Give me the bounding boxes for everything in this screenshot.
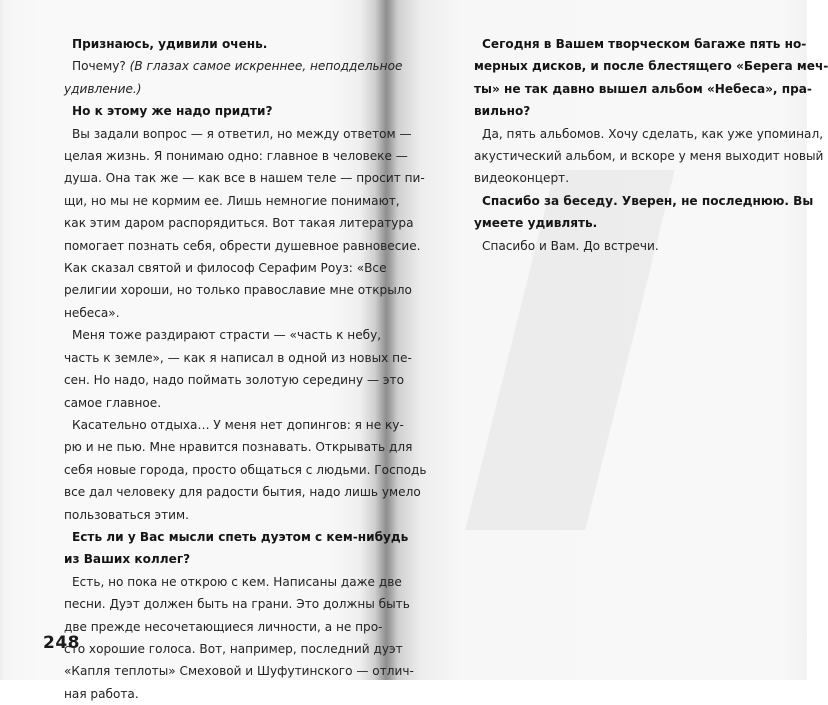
answer-line: Касательно отдыха… У меня нет допингов: я не ку-: [72, 417, 404, 432]
answer-line: небеса».: [64, 305, 120, 320]
stage-direction: (В глазах самое искреннее, неподдельное: [129, 59, 403, 74]
question-line: умеете удивлять.: [474, 216, 598, 231]
answer-line: себя новые города, просто общаться с людьми. Господь: [64, 462, 427, 477]
answer-line: душа. Она так же — как все в нашем теле — просит пи-: [64, 171, 425, 186]
question-line: Признаюсь, удивили очень.: [72, 37, 268, 51]
answer-line: видеоконцерт.: [474, 171, 570, 186]
answer-line: часть к земле», — как я написал в одной из новых пе-: [64, 350, 412, 365]
answer-line: «Капля теплоты» Смеховой и Шуфутинского — отлич-: [64, 664, 414, 679]
answer-line: сто хорошие голоса. Вот, например, последний дуэт: [64, 641, 403, 656]
answer-line: Меня тоже раздирают страсти — «часть к небу,: [72, 328, 382, 343]
answer-line: щи, но мы не кормим ее. Лишь немногие понимают,: [64, 193, 400, 208]
answer-line: религии хороши, но только православие мне открыло: [64, 283, 412, 298]
stage-direction-line: [64, 78, 356, 100]
question-line: Но к этому же надо придти?: [72, 104, 273, 119]
answer-line: ная работа.: [64, 686, 139, 701]
answer-line: помогает познать себя, обрести душевное равновесие.: [64, 238, 421, 253]
answer-line: Есть, но пока не открою с кем. Написаны даже две: [72, 574, 402, 589]
answer-line: пользоваться этим.: [64, 507, 189, 522]
answer-line: [64, 55, 403, 77]
question-line: Сегодня в Вашем творческом багаже пять но-: [482, 37, 807, 51]
answer-line: как этим даром распорядиться. Вот такая литература: [64, 216, 414, 231]
question-line: вильно?: [474, 104, 531, 119]
question-line: мерных дисков, и после блестящего «Берега меч-: [474, 59, 828, 74]
answer-line: две прежде несочетающиеся личности, а не про-: [64, 619, 383, 634]
question-line: ты» не так давно вышел альбом «Небеса», пра-: [474, 81, 812, 96]
stage-direction: удивление.): [64, 81, 142, 96]
answer-line: все дал человеку для радости бытия, надо лишь умело: [64, 485, 421, 500]
right-page-text: [474, 33, 828, 257]
right-page: [392, 0, 828, 680]
answer-line: Вы задали вопрос — я ответил, но между ответом —: [72, 126, 412, 141]
question-line: Есть ли у Вас мысли спеть дуэтом с кем-нибудь: [72, 529, 409, 544]
page-number: 248: [43, 633, 80, 653]
answer-line: песни. Дуэт должен быть на грани. Это должны быть: [64, 597, 410, 612]
answer-line: сен. Но надо, надо поймать золотую середину — это: [64, 373, 404, 388]
answer-line: Да, пять альбомов. Хочу сделать, как уже упоминал,: [482, 126, 824, 141]
answer-line: Как сказал святой и философ Серафим Роуз: «Все: [64, 261, 387, 276]
answer-line: самое главное.: [64, 395, 162, 410]
answer-line: Спасибо и Вам. До встречи.: [482, 238, 659, 253]
answer-line: целая жизнь. Я понимаю одно: главное в человеке —: [64, 149, 408, 164]
answer-line: акустический альбом, и вскоре у меня выходит новый: [474, 149, 824, 164]
question-line: Спасибо за беседу. Уверен, не последнюю. Вы: [482, 193, 814, 208]
question-line: из Ваших коллег?: [64, 552, 191, 567]
answer-text: Почему?: [72, 59, 130, 74]
left-page-text: [64, 33, 427, 705]
answer-line: рю и не пью. Мне нравится познавать. Открывать для: [64, 440, 413, 455]
